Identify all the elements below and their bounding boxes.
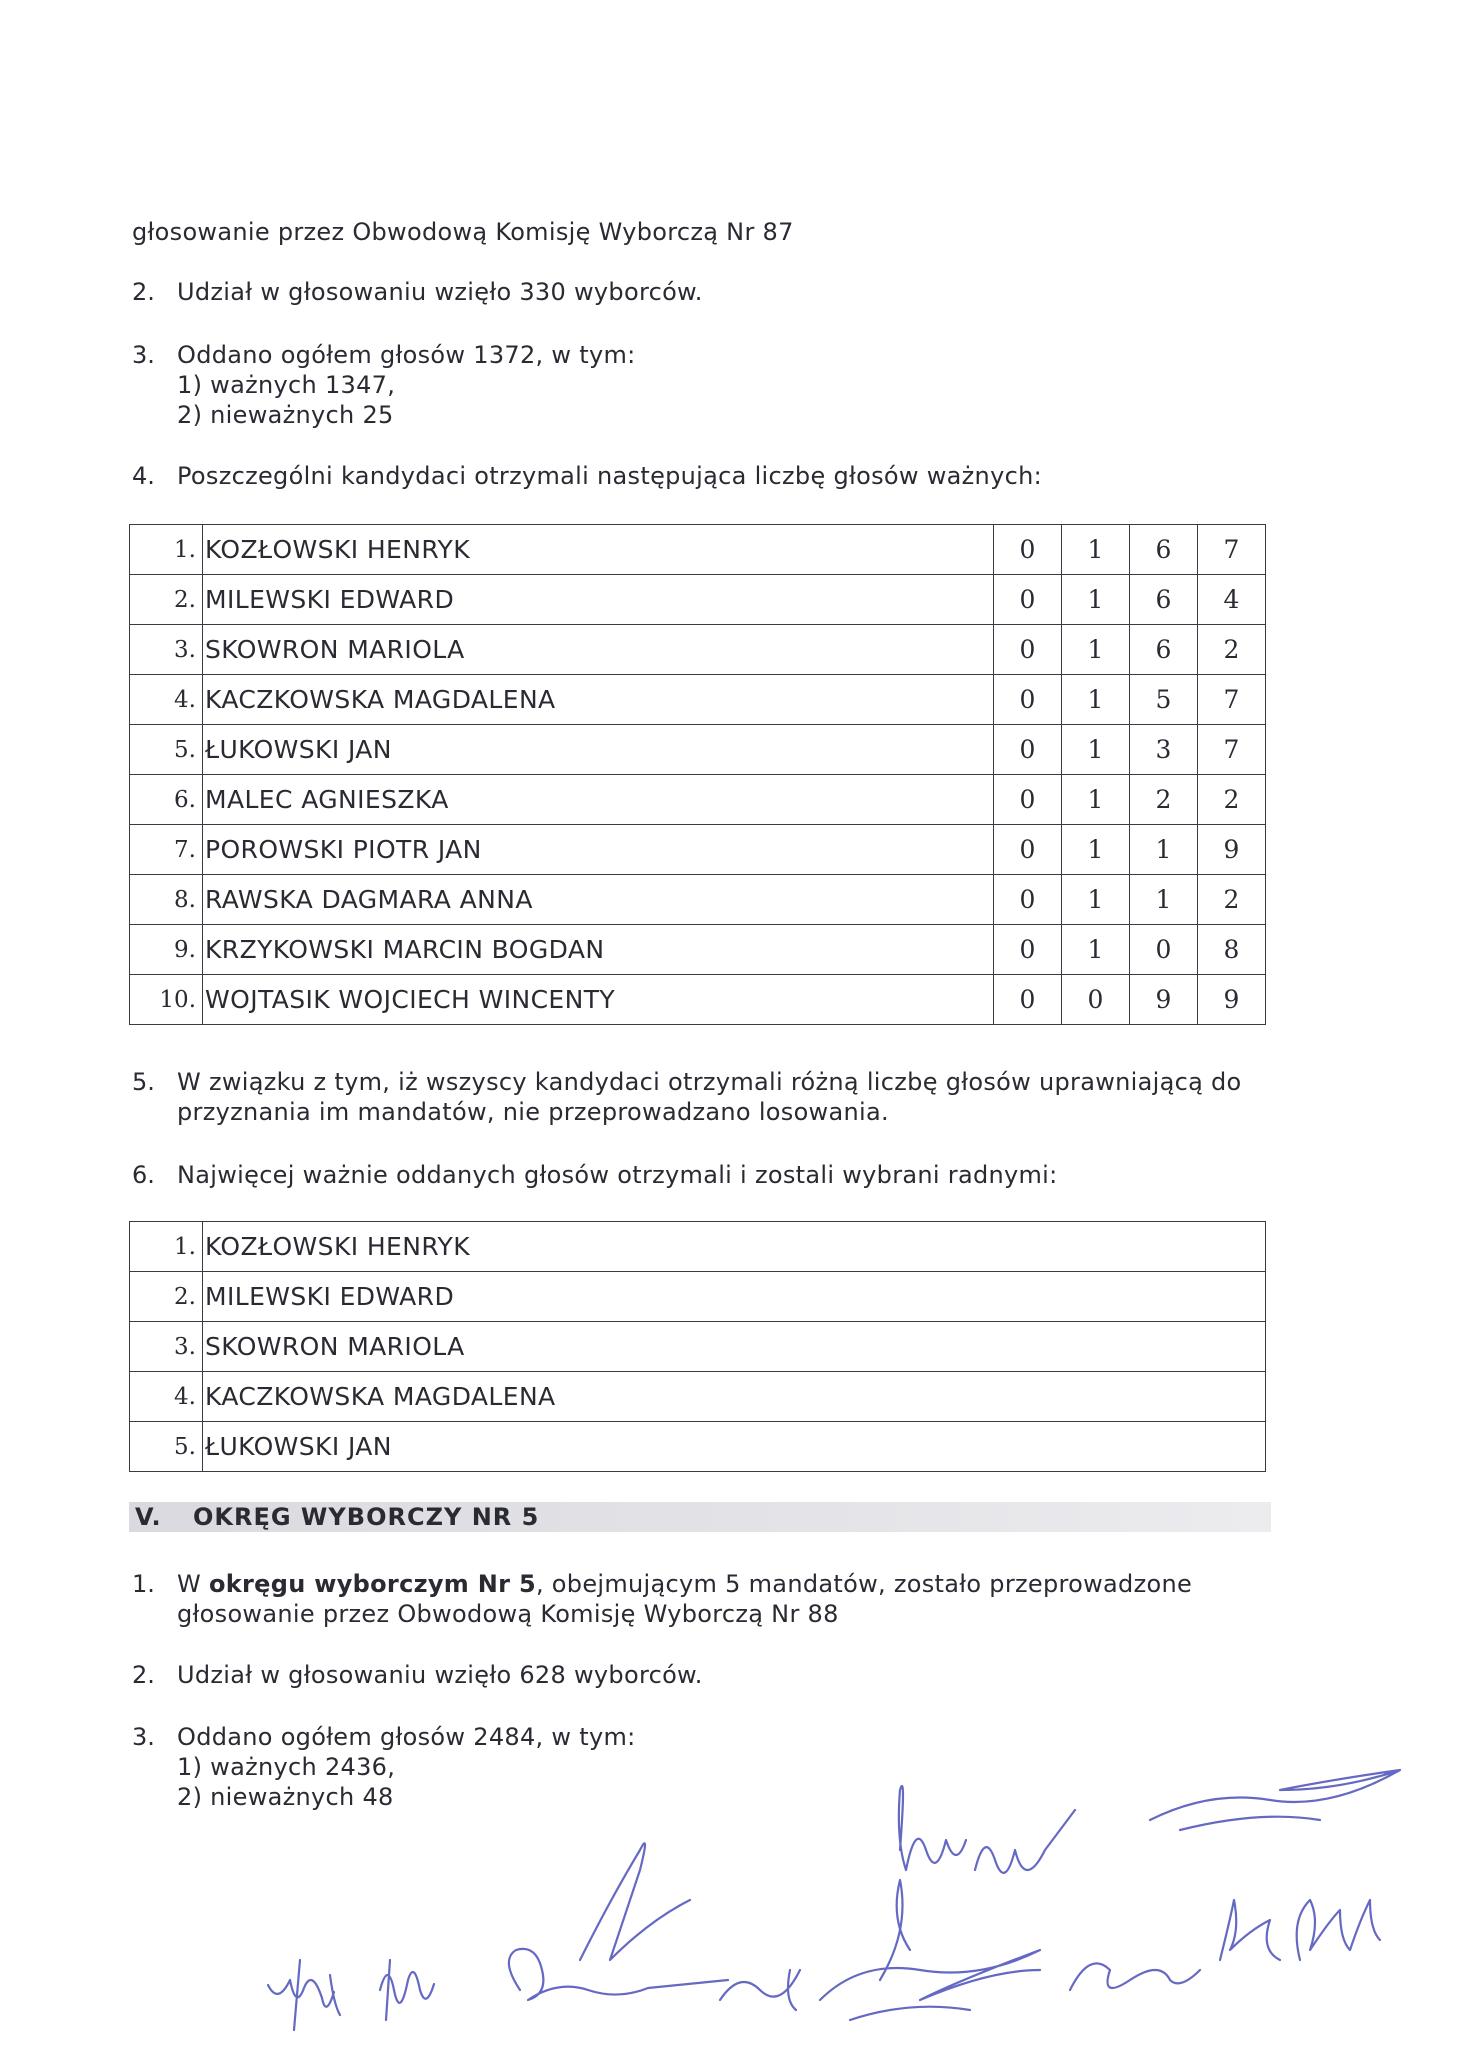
district5-votes-cast-text: Oddano ogółem głosów 2484, w tym: <box>177 1723 636 1751</box>
vote-digit: 1 <box>1062 775 1130 825</box>
candidate-number: 3. <box>130 625 203 675</box>
candidate-name: KOZŁOWSKI HENRYK <box>203 525 994 575</box>
item-number: 6. <box>132 1161 155 1189</box>
district5-intro-line2: głosowanie przez Obwodową Komisję Wyborczą Nr 88 <box>177 1600 839 1628</box>
vote-digit: 6 <box>1130 625 1198 675</box>
vote-digit: 0 <box>994 725 1062 775</box>
candidate-name: WOJTASIK WOJCIECH WINCENTY <box>203 975 994 1025</box>
vote-digit: 0 <box>994 875 1062 925</box>
item-number: 1. <box>132 1570 155 1598</box>
candidate-number: 1. <box>130 525 203 575</box>
vote-digit: 4 <box>1198 575 1266 625</box>
vote-digit: 1 <box>1062 575 1130 625</box>
vote-digit: 9 <box>1198 975 1266 1025</box>
candidate-number: 5. <box>130 725 203 775</box>
vote-digit: 1 <box>1062 825 1130 875</box>
section-title: OKRĘG WYBORCZY NR 5 <box>193 1503 540 1531</box>
district5-turnout-text: Udział w głosowaniu wzięło 628 wyborców. <box>177 1661 703 1689</box>
candidate-number: 7. <box>130 825 203 875</box>
vote-digit: 0 <box>994 675 1062 725</box>
district5-valid-votes-text: 1) ważnych 2436, <box>177 1753 396 1781</box>
signature-6 <box>820 1950 1040 2020</box>
vote-digit: 0 <box>994 625 1062 675</box>
intro-post: , obejmującym 5 mandatów, zostało przeprowadzone <box>535 1570 1193 1598</box>
vote-digit: 7 <box>1198 725 1266 775</box>
elected-number: 3. <box>130 1322 203 1372</box>
elected-number: 4. <box>130 1372 203 1422</box>
elected-name: SKOWRON MARIOLA <box>203 1322 1266 1372</box>
candidate-number: 4. <box>130 675 203 725</box>
candidate-name: KRZYKOWSKI MARCIN BOGDAN <box>203 925 994 975</box>
valid-votes-text: 1) ważnych 1347, <box>177 371 396 399</box>
signature-8 <box>1070 1963 1200 1990</box>
signature-5 <box>880 1786 966 1980</box>
continuation-text: głosowanie przez Obwodową Komisję Wyborczą Nr 87 <box>132 218 794 246</box>
vote-digit: 2 <box>1198 625 1266 675</box>
item-number: 2. <box>132 278 155 306</box>
candidate-name: ŁUKOWSKI JAN <box>203 725 994 775</box>
vote-digit: 1 <box>1062 675 1130 725</box>
vote-digit: 0 <box>994 825 1062 875</box>
candidate-name: KACZKOWSKA MAGDALENA <box>203 675 994 725</box>
district5-invalid-votes-text: 2) nieważnych 48 <box>177 1783 394 1811</box>
item-number: 3. <box>132 1723 155 1751</box>
no-draw-text-line1: W związku z tym, iż wszyscy kandydaci otrzymali różną liczbę głosów uprawniającą do <box>177 1068 1242 1096</box>
candidate-number: 8. <box>130 875 203 925</box>
elected-name: KOZŁOWSKI HENRYK <box>203 1222 1266 1272</box>
vote-digit: 5 <box>1130 675 1198 725</box>
vote-digit: 1 <box>1130 875 1198 925</box>
signature-7 <box>975 1810 1075 1873</box>
intro-bold: okręgu wyborczym Nr 5 <box>208 1570 536 1598</box>
vote-digit: 1 <box>1062 925 1130 975</box>
signature-10 <box>1220 1900 1380 1960</box>
candidate-name: MILEWSKI EDWARD <box>203 575 994 625</box>
item-number: 3. <box>132 341 155 369</box>
vote-digit: 6 <box>1130 525 1198 575</box>
candidate-name: RAWSKA DAGMARA ANNA <box>203 875 994 925</box>
vote-digit: 0 <box>994 775 1062 825</box>
vote-digit: 0 <box>994 575 1062 625</box>
candidate-number: 10. <box>130 975 203 1025</box>
vote-digit: 2 <box>1198 875 1266 925</box>
vote-digit: 0 <box>994 925 1062 975</box>
signature-4 <box>720 1970 800 2010</box>
vote-digit: 0 <box>994 525 1062 575</box>
vote-digit: 1 <box>1062 625 1130 675</box>
elected-number: 2. <box>130 1272 203 1322</box>
vote-digit: 7 <box>1198 675 1266 725</box>
vote-digit: 7 <box>1198 525 1266 575</box>
elected-name: KACZKOWSKA MAGDALENA <box>203 1372 1266 1422</box>
candidate-name: POROWSKI PIOTR JAN <box>203 825 994 875</box>
signature-2 <box>380 1960 434 2020</box>
vote-digit: 1 <box>1130 825 1198 875</box>
intro-pre: W <box>177 1570 209 1598</box>
signature-3 <box>509 1843 728 2000</box>
candidate-number: 9. <box>130 925 203 975</box>
elected-number: 1. <box>130 1222 203 1272</box>
vote-digit: 0 <box>1062 975 1130 1025</box>
vote-digit: 2 <box>1198 775 1266 825</box>
candidate-number: 6. <box>130 775 203 825</box>
vote-digit: 1 <box>1062 725 1130 775</box>
vote-digit: 3 <box>1130 725 1198 775</box>
vote-digit: 1 <box>1062 875 1130 925</box>
vote-digit: 9 <box>1130 975 1198 1025</box>
section-number: V. <box>135 1503 162 1531</box>
candidate-name: SKOWRON MARIOLA <box>203 625 994 675</box>
item-number: 4. <box>132 462 155 490</box>
item-number: 2. <box>132 1661 155 1689</box>
candidate-number: 2. <box>130 575 203 625</box>
vote-digit: 0 <box>994 975 1062 1025</box>
vote-digit: 6 <box>1130 575 1198 625</box>
vote-digit: 9 <box>1198 825 1266 875</box>
vote-digit: 2 <box>1130 775 1198 825</box>
no-draw-text-line2: przyznania im mandatów, nie przeprowadzano losowania. <box>177 1098 889 1126</box>
votes-cast-text: Oddano ogółem głosów 1372, w tym: <box>177 341 636 369</box>
vote-digit: 0 <box>1130 925 1198 975</box>
elected-intro-text: Najwięcej ważnie oddanych głosów otrzymali i zostali wybrani radnymi: <box>177 1161 1058 1189</box>
turnout-text: Udział w głosowaniu wzięło 330 wyborców. <box>177 278 703 306</box>
vote-digit: 8 <box>1198 925 1266 975</box>
elected-name: ŁUKOWSKI JAN <box>203 1422 1266 1472</box>
signature-9 <box>1150 1770 1400 1830</box>
candidate-name: MALEC AGNIESZKA <box>203 775 994 825</box>
invalid-votes-text: 2) nieważnych 25 <box>177 401 394 429</box>
elected-number: 5. <box>130 1422 203 1472</box>
signature-1 <box>268 1960 340 2030</box>
elected-name: MILEWSKI EDWARD <box>203 1272 1266 1322</box>
item-number: 5. <box>132 1068 155 1096</box>
vote-digit: 1 <box>1062 525 1130 575</box>
candidates-intro-text: Poszczególni kandydaci otrzymali następująca liczbę głosów ważnych: <box>177 462 1042 490</box>
